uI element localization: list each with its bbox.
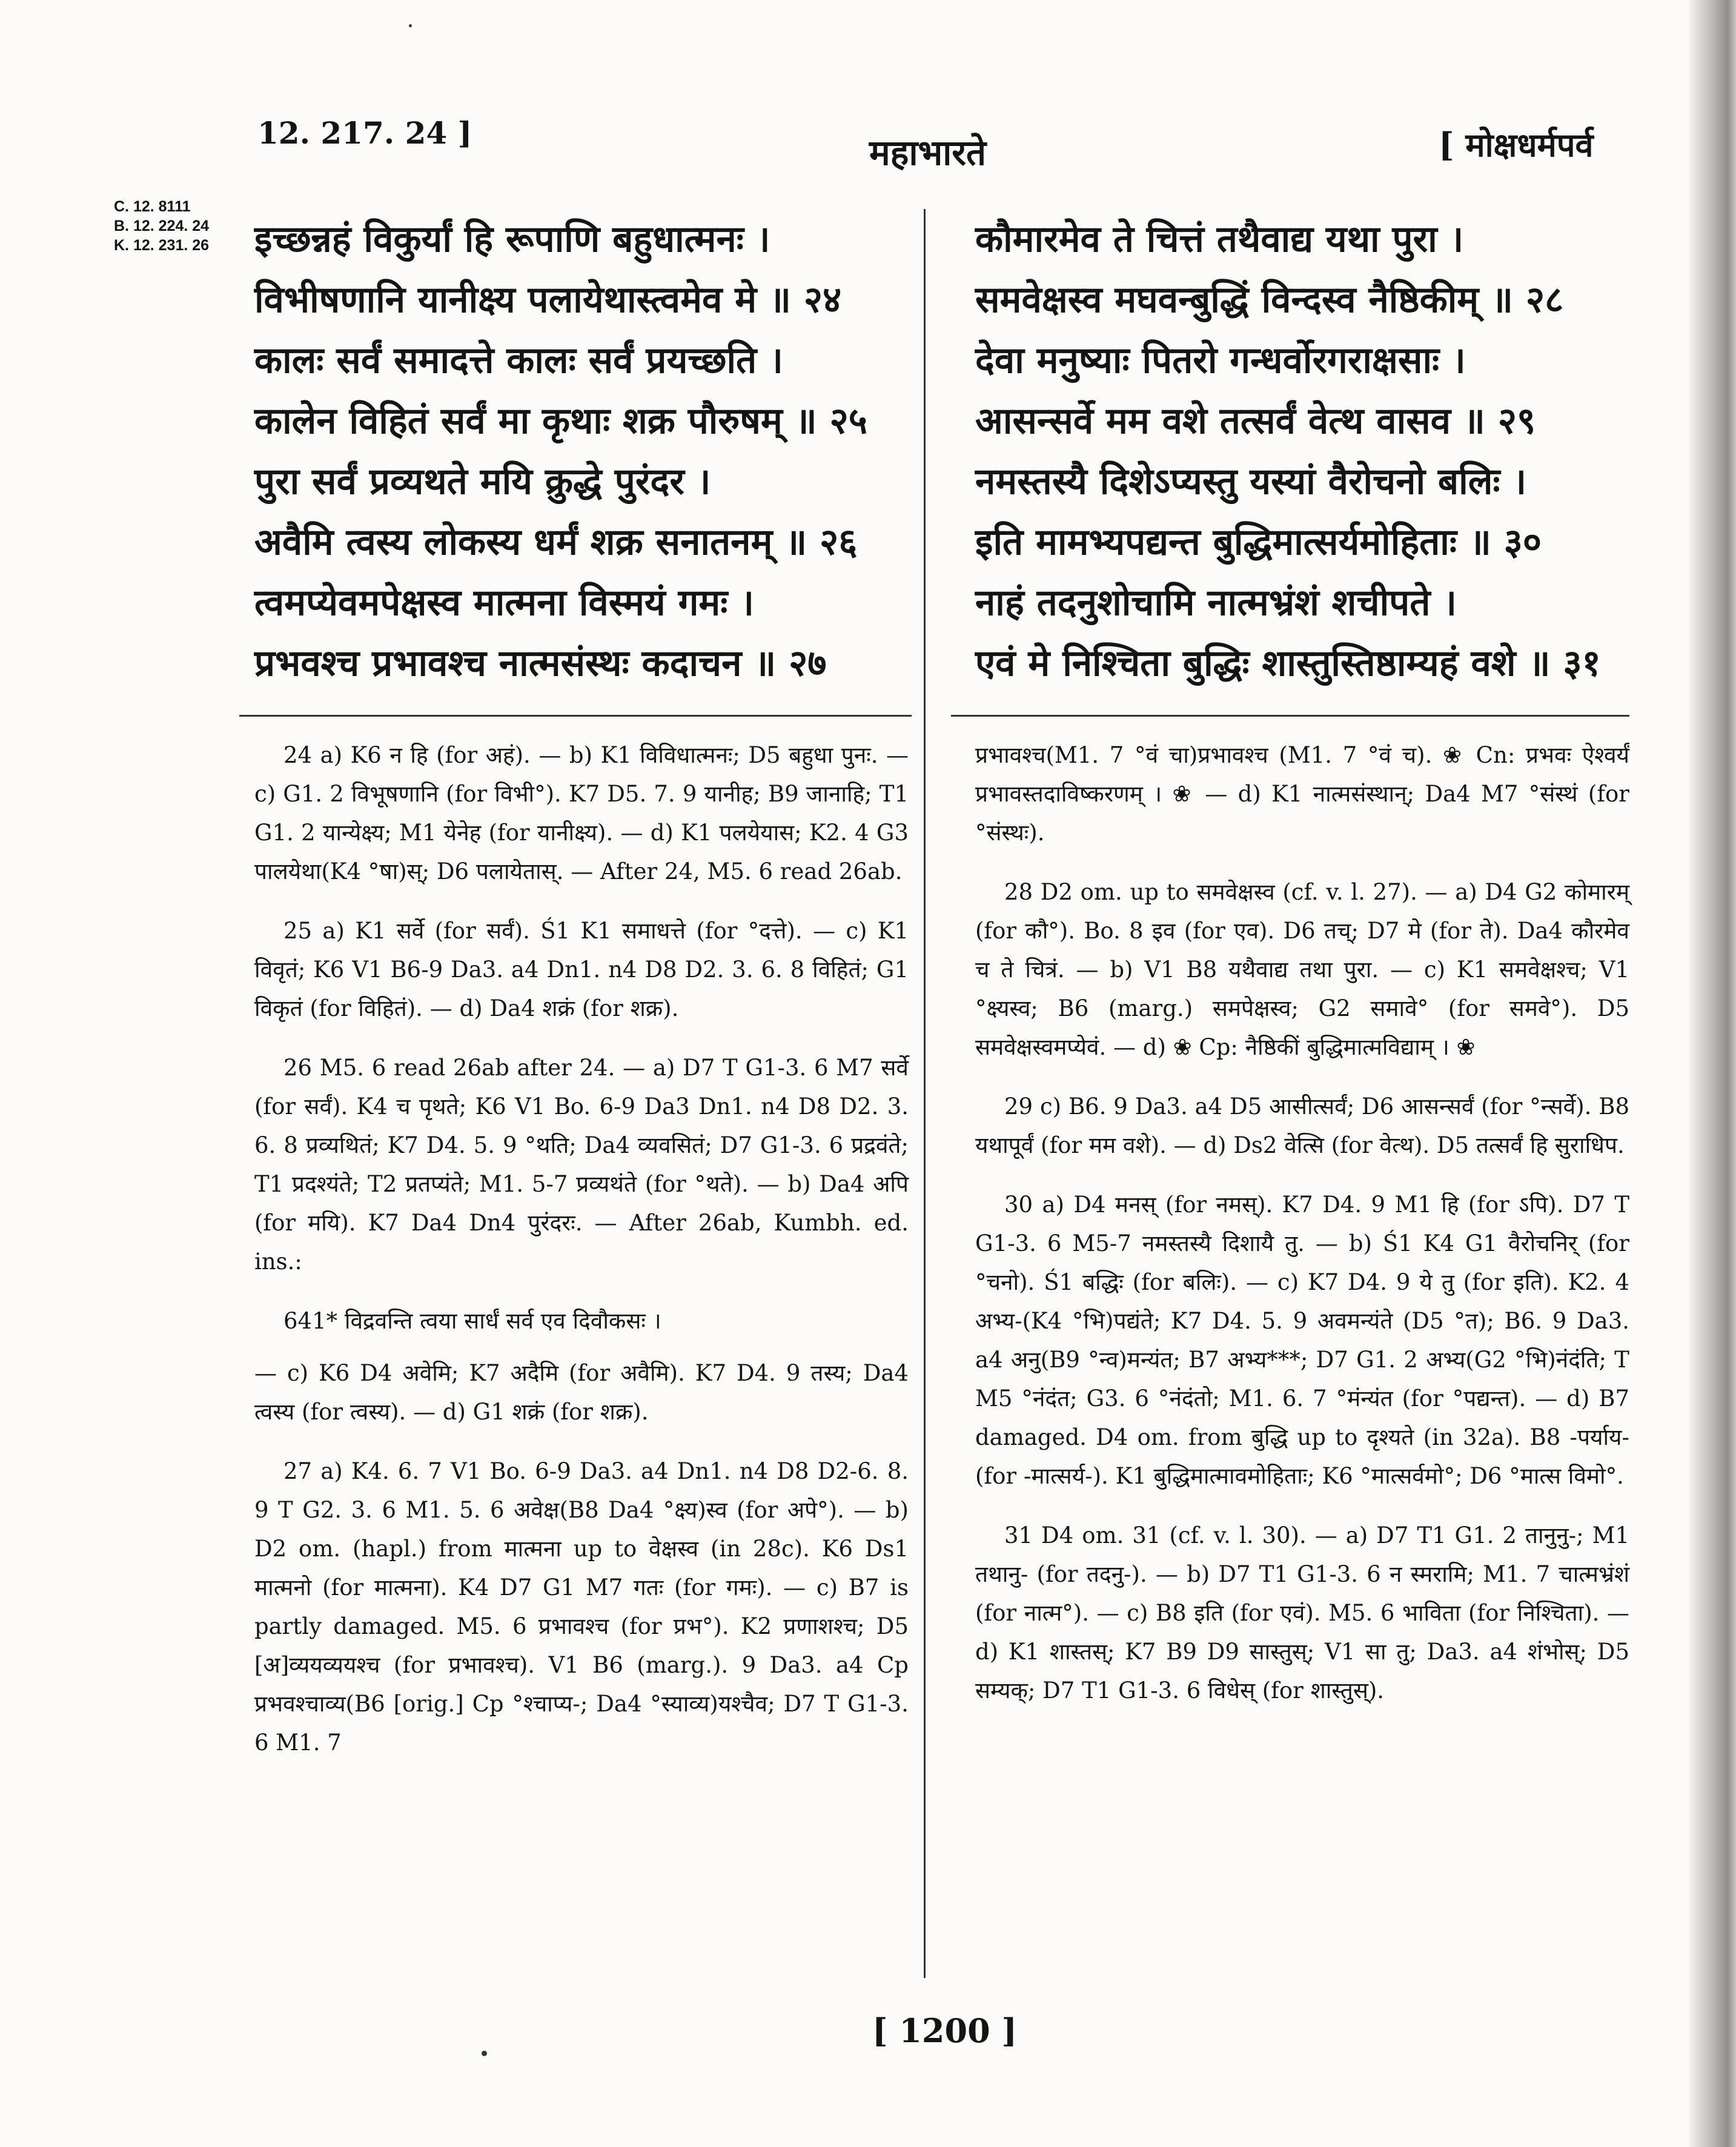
ink-speck — [409, 24, 412, 27]
verse-line: एवं मे निश्चिता बुद्धिः शास्तुस्तिष्ठाम्यहं वशे ॥ ३१ — [975, 642, 1601, 685]
note-30: 30 a) D4 मनस् (for नमस्). K7 D4. 9 M1 हि (for ऽपि). D7 T G1-3. 6 M5-7 नमस्तस्यै दिशायै तु. — b) Ś1 K4 G1 वैरोचनिर् (for °चनो). Ś1 बद्धिः (for बलिः). — c) K7 D4. 9 ये तु (for इति). K2. 4 अभ्य-(K4 °भि)पद्यंते; K7 D4. 5. 9 अवमन्यंते (D5 °त); B6. 9 Da3. a4 अनु(B9 °न्व)मन्यंत; B7 अभ्य***; D7 G1. 2 अभ्य(G2 °भि)नंदंति; T M5 °नंदंत; G3. 6 °नंदंतो; M1. 6. 7 °मंन्यंत (for °पद्यन्त). — d) B7 damaged. D4 om. from बुद्धि up to दृश्यते (in 32a). B8 -पर्याय- (for -मात्सर्य-). K1 बुद्धिमात्मावमोहिताः; K6 °मात्सर्वमो°; D6 °मात्स विमो°. — [975, 1192, 1629, 1489]
note-26: 26 M5. 6 read 26ab after 24. — a) D7 T G1-3. 6 M7 सर्वे (for सर्वं). K4 च पृथते; K6 V1 Bo. 6-9 Da3 Dn1. n4 D8 D2. 3. 6. 8 प्रव्यथितं; K7 D4. 5. 9 °थति; Da4 व्यवसितं; D7 G1-3. 6 प्रद्रवंते; T1 प्रदश्यंते; T2 प्रतप्यंते; M1. 5-7 प्रव्यथंते (for °थते). — b) Da4 अपि (for मयि). K7 Da4 Dn4 पुरंदरः. — After 26ab, Kumbh. ed. ins.: — [254, 1055, 909, 1275]
verse-line: विभीषणानि यानीक्ष्य पलायेथास्त्वमेव मे ॥ २४ — [254, 279, 842, 321]
ink-speck — [482, 2051, 487, 2056]
page-shadow — [1688, 0, 1694, 2147]
verse-line: देवा मनुष्याः पितरो गन्धर्वोरगराक्षसाः । — [975, 339, 1466, 382]
verse-line: आसन्सर्वे मम वशे तत्सर्वं वेत्थ वासव ॥ २९ — [975, 400, 1536, 442]
note-31: 31 D4 om. 31 (cf. v. l. 30). — a) D7 T1 G1. 2 तानुनु-; M1 तथानु- (for तदनु-). — b) D7 T1 G1-3. 6 न स्मरामि; M1. 7 चात्मभ्रंशं (for नात्म°). — c) B8 इति (for एवं). M5. 6 भाविता (for निश्चिता). — d) K1 शास्तस्; K7 B9 D9 सास्तुस्; V1 सा तु; Da3. a4 शंभोस्; D5 सम्यक्; D7 T1 G1-3. 6 विधेस् (for शास्तुस्). — [975, 1522, 1629, 1704]
note-28: 28 D2 om. up to समवेक्षस्व (cf. v. l. 27). — a) D4 G2 कोमारम् (for कौ°). Bo. 8 इव (for एव). D6 तच्; D7 मे (for ते). Da4 कौरमेव च ते चित्रं. — b) V1 B8 यथैवाद्य तथा पुरा. — c) K1 समवेक्षश्च; V1 °क्ष्यस्व; B6 (marg.) समपेक्षस्व; G2 समावे° (for समवे°). D5 समवेक्षस्वमप्येवं. — d) ❀ Cp: नैष्ठिकीं बुद्धिमात्मविद्याम् । ❀ — [975, 879, 1629, 1060]
verse-line: प्रभवश्च प्रभावश्च नात्मसंस्थः कदाचन ॥ २७ — [254, 642, 827, 685]
page-title: महाभारते — [869, 132, 987, 173]
verse-line: अवैमि त्वस्य लोकस्य धर्मं शक्र सनातनम् ॥ २६ — [254, 521, 858, 563]
star-passage: 641* विद्रवन्ति त्वया सार्धं सर्व एव दिवौकसः । — [283, 1308, 661, 1334]
verse-reference: 12. 217. 24 ] — [257, 115, 472, 151]
verse-line: इच्छन्नहं विकुर्यां हि रूपाणि बहुधात्मनः । — [254, 218, 770, 260]
parva-title: [ मोक्षधर्मपर्व — [1439, 125, 1594, 164]
page-number: [ 1200 ] — [872, 2011, 1017, 2050]
concordance-b: B. 12. 224. 24 — [114, 217, 210, 234]
verse-line: नमस्तस्यै दिशेऽप्यस्तु यस्यां वैरोचनो बलिः । — [975, 460, 1527, 503]
note-27: 27 a) K4. 6. 7 V1 Bo. 6-9 Da3. a4 Dn1. n4 D8 D2-6. 8. 9 T G2. 3. 6 M1. 5. 6 अवेक्ष(B8 Da4 °क्ष्य)स्व (for अपे°). — b) D2 om. (hapl.) from मात्मना up to वेक्षस्व (in 28c). K6 Ds1 मात्मनो (for मात्मना). K4 D7 G1 M7 गतः (for गमः). — c) B7 is partly damaged. M5. 6 प्रभावश्च (for प्रभ°). K2 प्रणाशश्च; D5 [अ]व्ययव्ययश्च (for प्रभावश्च). V1 B6 (marg.). 9 Da3. a4 Cp प्रभवश्चाव्य(B6 [orig.] Cp °श्चाप्य-; Da4 °स्याव्य)यश्चैव; D7 T G1-3. 6 M1. 7 — [254, 1458, 909, 1756]
column-divider — [924, 209, 926, 1978]
verse-line: त्वमप्येवमपेक्षस्व मात्मना विस्मयं गमः । — [254, 582, 755, 624]
note-24: 24 a) K6 न हि (for अहं). — b) K1 विविधात्मनः; D5 बहुधा पुनः. — c) G1. 2 विभूषणानि (for विभी°). K7 D5. 7. 9 यानीह; B9 जानाहि; T1 G1. 2 यान्येक्ष्य; M1 येनेह (for यानीक्ष्य). — d) K1 पलयेयास; K2. 4 G3 पालयेथा(K4 °षा)स्; D6 पलायेतास्. — After 24, M5. 6 read 26ab. — [254, 742, 909, 884]
verse-line: इति मामभ्यपद्यन्त बुद्धिमात्सर्यमोहिताः ॥ ३० — [975, 521, 1542, 563]
critical-notes-left — [254, 736, 909, 1783]
separator-rule-left — [239, 715, 912, 717]
note-29: 29 c) B6. 9 Da3. a4 D5 आसीत्सर्वं; D6 आसन्सर्वं (for °न्सर्वे). B8 यथापूर्वं (for मम वशे). — d) Ds2 वेत्सि (for वेत्थ). D5 तत्सर्वं हि सुराधिप. — [975, 1093, 1629, 1158]
verse-line: कौमारमेव ते चित्तं तथैवाद्य यथा पुरा । — [975, 218, 1464, 260]
note-25: 25 a) K1 सर्वे (for सर्वं). Ś1 K1 समाधत्ते (for °दत्ते). — c) K1 विवृतं; K6 V1 B6-9 Da3. a4 Dn1. n4 D8 D2. 3. 6. 8 विहितं; G1 विकृतं (for विहितं). — d) Da4 शक्रं (for शक्र). — [254, 918, 909, 1021]
verse-line: पुरा सर्वं प्रव्यथते मयि क्रुद्धे पुरंदर । — [254, 460, 711, 503]
verses-left-column — [254, 209, 867, 694]
verse-line: कालेन विहितं सर्वं मा कृथाः शक्र पौरुषम् ॥ २५ — [254, 400, 867, 442]
verse-line: कालः सर्वं समादत्ते कालः सर्वं प्रयच्छति । — [254, 339, 783, 382]
book-spine-edge — [1694, 0, 1736, 2147]
verse-line: नाहं तदनुशोचामि नात्मभ्रंशं शचीपते । — [975, 582, 1457, 624]
note-26-cont: — c) K6 D4 अवेमि; K7 अदैमि (for अवैमि). K7 D4. 9 तस्य; Da4 त्वस्य (for त्वस्य). — d) G1 शक्रं (for शक्र). — [254, 1360, 909, 1425]
note-27-cont: प्रभावश्च(M1. 7 °वं चा)प्रभावश्च (M1. 7 °वं च). ❀ Cn: प्रभवः ऐश्वर्यं प्रभावस्तदाविष्करणम् । ❀ — d) K1 नात्मसंस्थान्; Da4 M7 °संस्थं (for °संस्थः). — [975, 742, 1629, 846]
critical-notes-right — [975, 736, 1629, 1731]
concordance-k: K. 12. 231. 26 — [114, 237, 210, 254]
separator-rule-right — [951, 715, 1629, 717]
verses-right-column — [975, 209, 1601, 694]
verse-line: समवेक्षस्व मघवन्बुद्धिं विन्दस्व नैष्ठिकीम् ॥ २८ — [975, 279, 1564, 321]
concordance — [114, 197, 209, 255]
concordance-c: C. 12. 8111 — [114, 198, 191, 215]
